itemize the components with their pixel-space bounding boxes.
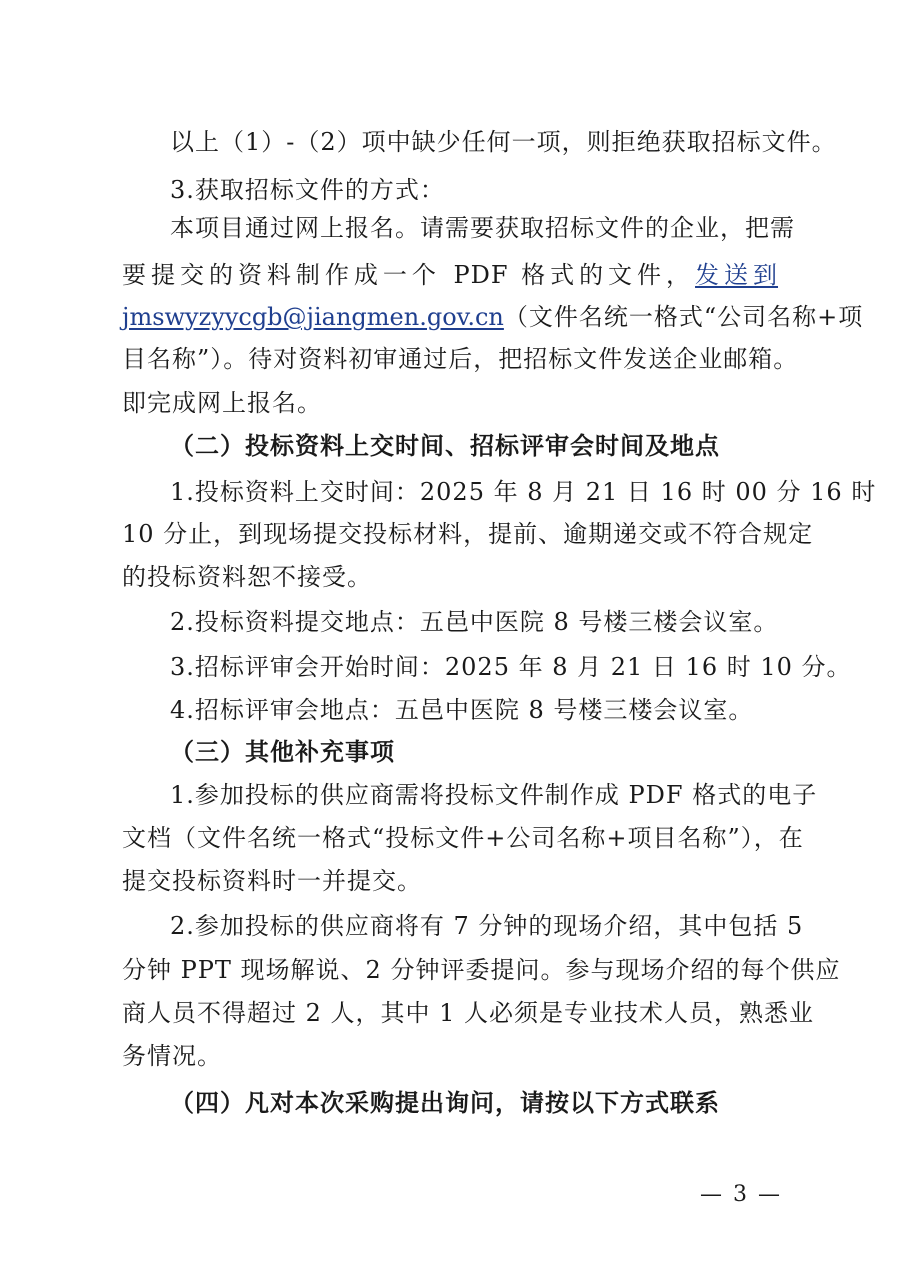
paragraph-line: 要提交的资料制作成一个 PDF 格式的文件，发送到 bbox=[122, 261, 779, 289]
section-heading: （二）投标资料上交时间、招标评审会时间及地点 bbox=[170, 431, 720, 460]
paragraph-line: jmswyzyycgb@jiangmen.gov.cn（文件名统一格式“公司名称+项 bbox=[122, 303, 864, 331]
page-number: — 3 — bbox=[700, 1182, 782, 1207]
send-to-link[interactable]: 发送到 bbox=[695, 261, 779, 289]
paragraph-line: 1.参加投标的供应商需将投标文件制作成 PDF 格式的电子 bbox=[170, 781, 818, 809]
paragraph-line: 3.获取招标文件的方式： bbox=[170, 176, 445, 204]
paragraph-line: 10 分止，到现场提交投标材料，提前、逾期递交或不符合规定 bbox=[122, 520, 814, 548]
paragraph-line: 2.投标资料提交地点：五邑中医院 8 号楼三楼会议室。 bbox=[170, 608, 779, 636]
paragraph-line: 分钟 PPT 现场解说、2 分钟评委提问。参与现场介绍的每个供应 bbox=[122, 956, 841, 984]
paragraph-line: 务情况。 bbox=[122, 1042, 222, 1070]
paragraph-line: 文档（文件名统一格式“投标文件+公司名称+项目名称”），在 bbox=[122, 824, 804, 852]
email-link[interactable]: jmswyzyycgb@jiangmen.gov.cn bbox=[122, 303, 504, 331]
paragraph-line: 商人员不得超过 2 人，其中 1 人必须是专业技术人员，熟悉业 bbox=[122, 999, 815, 1027]
paragraph-line: 3.招标评审会开始时间：2025 年 8 月 21 日 16 时 10 分。 bbox=[170, 653, 852, 681]
paragraph-line: 4.招标评审会地点：五邑中医院 8 号楼三楼会议室。 bbox=[170, 696, 754, 724]
paragraph-line: 以上（1）-（2）项中缺少任何一项，则拒绝获取招标文件。 bbox=[170, 128, 837, 156]
paragraph-line: 的投标资料恕不接受。 bbox=[122, 563, 372, 591]
paragraph-line: 本项目通过网上报名。请需要获取招标文件的企业，把需 bbox=[170, 214, 795, 242]
section-heading: （四）凡对本次采购提出询问，请按以下方式联系 bbox=[170, 1088, 720, 1117]
paragraph-line: 2.参加投标的供应商将有 7 分钟的现场介绍，其中包括 5 bbox=[170, 912, 804, 940]
paragraph-line: 即完成网上报名。 bbox=[122, 389, 322, 417]
section-heading: （三）其他补充事项 bbox=[170, 737, 395, 766]
paragraph-line: 目名称”）。待对资料初审通过后，把招标文件发送企业邮箱。 bbox=[122, 345, 799, 373]
paragraph-line: 提交投标资料时一并提交。 bbox=[122, 867, 422, 895]
paragraph-line: 1.投标资料上交时间：2025 年 8 月 21 日 16 时 00 分 16 时 bbox=[170, 478, 877, 506]
